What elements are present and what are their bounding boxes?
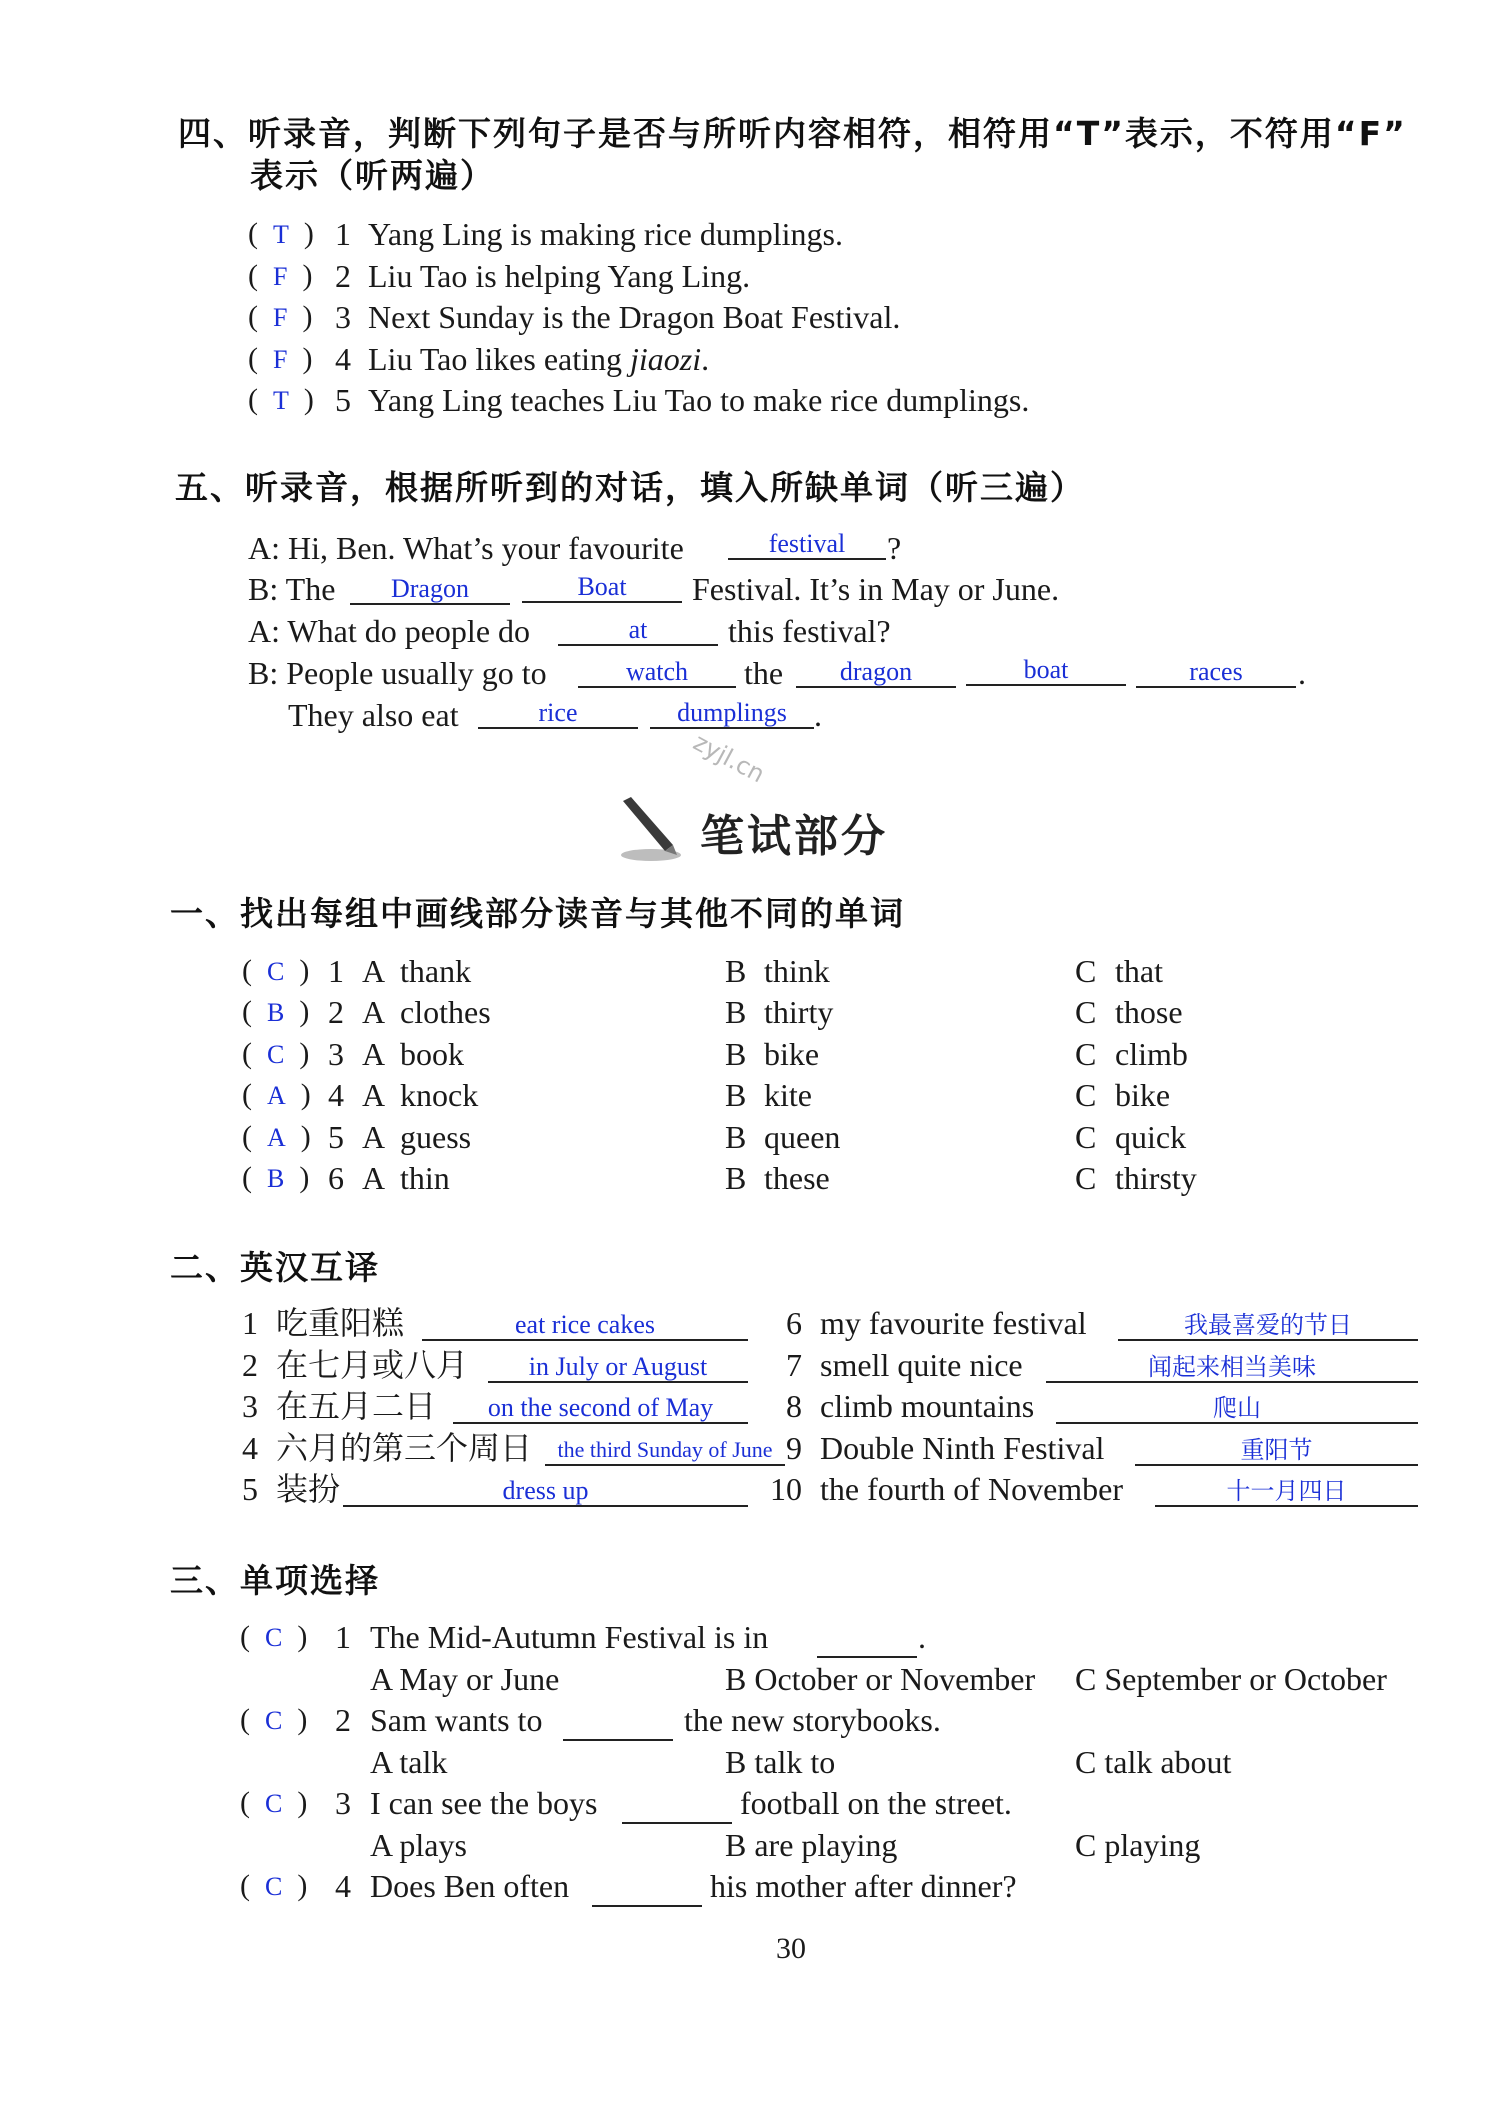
translation-prompt: smell quite nice	[820, 1346, 1023, 1383]
option-c-word[interactable]: climb	[1115, 1035, 1188, 1072]
answer-blank[interactable]: dress up	[343, 1475, 748, 1507]
answer-paren[interactable]: ( C )	[240, 1869, 308, 1902]
answer-paren[interactable]: ( C )	[240, 1620, 308, 1653]
answer-paren[interactable]: ( A )	[242, 1078, 311, 1112]
question-number: 8	[786, 1388, 802, 1424]
answer-paren[interactable]: ( T )	[248, 383, 314, 416]
translation-prompt: 吃重阳糕	[276, 1305, 405, 1341]
section4-title-cont: 表示（听两遍）	[250, 156, 495, 195]
section5-title: 五、听录音，根据所听到的对话，填入所缺单词（听三遍）	[175, 468, 1085, 507]
question-number: 5	[328, 1118, 344, 1155]
option-c[interactable]: C September or October	[1075, 1661, 1387, 1697]
translation-prompt: 在七月或八月	[276, 1346, 469, 1383]
question-number: 4	[335, 1868, 351, 1904]
option-c-label: C	[1075, 994, 1097, 1031]
blank[interactable]: rice	[478, 697, 638, 729]
answer-blank[interactable]: 闻起来相当美味	[1046, 1351, 1418, 1383]
page-number: 30	[776, 1932, 806, 1965]
question-number: 5	[335, 382, 351, 418]
question-number: 3	[335, 299, 351, 335]
part3-title: 三、单项选择	[170, 1561, 380, 1600]
blank[interactable]: festival	[728, 528, 886, 560]
dialog-line-2: B: The	[248, 571, 336, 607]
option-c-word[interactable]: those	[1115, 994, 1183, 1031]
option-c-label: C	[1075, 1118, 1097, 1155]
option-b[interactable]: B October or November	[725, 1661, 1036, 1697]
question-number: 4	[328, 1077, 344, 1114]
blank[interactable]	[563, 1709, 673, 1741]
text: football on the street.	[740, 1785, 1012, 1821]
statement-text: Next Sunday is the Dragon Boat Festival.	[368, 299, 901, 335]
question-number: 1	[335, 1619, 351, 1655]
answer-blank[interactable]: eat rice cakes	[422, 1309, 748, 1341]
answer-blank[interactable]: in July or August	[488, 1351, 748, 1383]
dialog-line-4: B: People usually go to	[248, 655, 547, 691]
statement-text: Liu Tao is helping Yang Ling.	[368, 257, 751, 294]
question-number: 4	[242, 1429, 258, 1466]
blank[interactable]	[817, 1626, 917, 1658]
blank[interactable]: Boat	[522, 571, 682, 603]
question-number: 10	[770, 1471, 802, 1507]
answer-paren[interactable]: ( C )	[242, 954, 310, 987]
option-b-label: B	[725, 994, 747, 1031]
question-number: 3	[335, 1785, 351, 1821]
section4-title: 四、听录音，判断下列句子是否与所听内容相符，相符用“T”表示，不符用“F”	[178, 114, 1407, 153]
answer-blank[interactable]: 爬山	[1056, 1392, 1418, 1424]
watermark: zyjl.cn	[688, 728, 770, 789]
statement-text: Liu Tao likes eating jiaozi.	[368, 340, 710, 377]
option-a-word[interactable]: book	[400, 1035, 464, 1072]
text: this festival?	[728, 613, 891, 649]
blank[interactable]: boat	[966, 654, 1126, 686]
text: .	[814, 697, 822, 733]
option-c-label: C	[1075, 1077, 1097, 1114]
question-number: 2	[335, 257, 351, 294]
answer-paren[interactable]: ( C )	[242, 1036, 310, 1070]
translation-prompt: 装扮	[276, 1471, 341, 1507]
text: the new storybooks.	[684, 1702, 941, 1738]
blank[interactable]: dumplings	[650, 697, 814, 729]
text: Festival. It’s in May or June.	[692, 571, 1060, 607]
option-c-word[interactable]: thirsty	[1115, 1160, 1197, 1196]
blank[interactable]: at	[558, 614, 718, 646]
part2-title: 二、英汉互译	[170, 1248, 380, 1287]
option-b[interactable]: B are playing	[725, 1827, 898, 1863]
blank[interactable]: races	[1136, 656, 1296, 688]
option-b-label: B	[725, 1035, 747, 1072]
question-number: 3	[328, 1035, 344, 1072]
question-number: 6	[328, 1160, 344, 1196]
dialog-line-5: They also eat	[288, 697, 459, 733]
answer-paren[interactable]: ( C )	[240, 1786, 308, 1819]
option-b-word[interactable]: think	[764, 953, 830, 989]
blank[interactable]: Dragon	[350, 573, 510, 605]
translation-prompt: my favourite festival	[820, 1305, 1087, 1341]
text: .	[918, 1619, 926, 1655]
option-a-word[interactable]: thin	[400, 1160, 450, 1196]
question-number: 9	[786, 1429, 802, 1466]
option-a-word[interactable]: clothes	[400, 994, 491, 1031]
option-c[interactable]: C talk about	[1075, 1744, 1232, 1780]
option-b-word[interactable]: these	[764, 1160, 830, 1196]
translation-prompt: the fourth of November	[820, 1471, 1124, 1507]
translation-prompt: 六月的第三个周日	[276, 1429, 533, 1466]
translation-prompt: Double Ninth Festival	[820, 1429, 1105, 1466]
pen-icon	[615, 795, 685, 865]
question-number: 2	[335, 1702, 351, 1738]
answer-blank[interactable]: 十一月四日	[1155, 1475, 1418, 1507]
question-number: 1	[335, 216, 351, 252]
option-b-word[interactable]: queen	[764, 1118, 841, 1155]
option-c-label: C	[1075, 953, 1097, 989]
answer-blank[interactable]: the third Sunday of June	[545, 1434, 785, 1466]
option-a-label: A	[362, 1077, 386, 1114]
question-number: 3	[242, 1388, 258, 1424]
option-b-word[interactable]: thirty	[764, 994, 834, 1031]
blank[interactable]	[622, 1792, 732, 1824]
option-a-label: A	[362, 1118, 386, 1155]
dialog-line-1: A: Hi, Ben. What’s your favourite	[248, 530, 684, 566]
option-a-word[interactable]: guess	[400, 1118, 472, 1155]
answer-paren[interactable]: ( F )	[248, 258, 313, 292]
option-c-word[interactable]: bike	[1115, 1077, 1171, 1114]
dialog-line-3: A: What do people do	[248, 613, 531, 649]
option-b-word[interactable]: kite	[764, 1077, 812, 1114]
question-text: The Mid-Autumn Festival is in	[370, 1619, 769, 1655]
answer-paren[interactable]: ( C )	[240, 1703, 308, 1736]
question-number: 6	[786, 1305, 802, 1341]
answer-blank[interactable]: on the second of May	[453, 1392, 748, 1424]
statement-text: Yang Ling is making rice dumplings.	[368, 216, 843, 252]
option-a[interactable]: A May or June	[370, 1661, 560, 1697]
option-c-word[interactable]: quick	[1115, 1118, 1187, 1155]
option-b-word[interactable]: bike	[764, 1035, 820, 1072]
option-b-label: B	[725, 1077, 747, 1114]
blank[interactable]: dragon	[796, 656, 956, 688]
option-a-word[interactable]: thank	[400, 953, 472, 989]
option-b-label: B	[725, 953, 747, 989]
text: ?	[887, 530, 902, 566]
answer-paren[interactable]: ( T )	[248, 217, 314, 250]
part1-title: 一、找出每组中画线部分读音与其他不同的单词	[170, 894, 905, 933]
question-number: 1	[242, 1305, 258, 1341]
option-a-label: A	[362, 994, 386, 1031]
question-number: 7	[786, 1346, 802, 1383]
answer-paren[interactable]: ( B )	[242, 995, 310, 1029]
option-a-label: A	[362, 1160, 386, 1196]
question-number: 2	[242, 1346, 258, 1383]
translation-prompt: climb mountains	[820, 1388, 1035, 1424]
answer-paren[interactable]: ( F )	[248, 341, 313, 375]
blank[interactable]	[592, 1875, 702, 1907]
written-section-title: 笔试部分	[700, 811, 888, 862]
blank[interactable]: watch	[578, 656, 736, 688]
text: .	[1298, 655, 1306, 691]
option-c[interactable]: C playing	[1075, 1827, 1201, 1863]
question-number: 4	[335, 340, 351, 377]
option-c-label: C	[1075, 1160, 1097, 1196]
question-text: I can see the boys	[370, 1785, 598, 1821]
option-c-label: C	[1075, 1035, 1097, 1072]
answer-paren[interactable]: ( A )	[242, 1119, 311, 1153]
option-a[interactable]: A plays	[370, 1827, 467, 1863]
question-text: Does Ben often	[370, 1868, 570, 1904]
option-a[interactable]: A talk	[370, 1744, 448, 1780]
option-a-label: A	[362, 1035, 386, 1072]
answer-blank[interactable]: 我最喜爱的节日	[1118, 1309, 1418, 1341]
question-number: 2	[328, 994, 344, 1031]
text: his mother after dinner?	[710, 1868, 1017, 1904]
option-a-label: A	[362, 953, 386, 989]
option-b[interactable]: B talk to	[725, 1744, 836, 1780]
question-text: Sam wants to	[370, 1702, 543, 1738]
text: the	[744, 655, 784, 691]
option-a-word[interactable]: knock	[400, 1077, 479, 1114]
statement-text: Yang Ling teaches Liu Tao to make rice dumplings.	[368, 382, 1030, 418]
translation-prompt: 在五月二日	[276, 1388, 437, 1424]
answer-blank[interactable]: 重阳节	[1135, 1434, 1418, 1466]
answer-paren[interactable]: ( B )	[242, 1161, 310, 1194]
option-c-word[interactable]: that	[1115, 953, 1163, 989]
question-number: 5	[242, 1471, 258, 1507]
option-b-label: B	[725, 1118, 747, 1155]
answer-paren[interactable]: ( F )	[248, 300, 313, 333]
option-b-label: B	[725, 1160, 747, 1196]
question-number: 1	[328, 953, 344, 989]
